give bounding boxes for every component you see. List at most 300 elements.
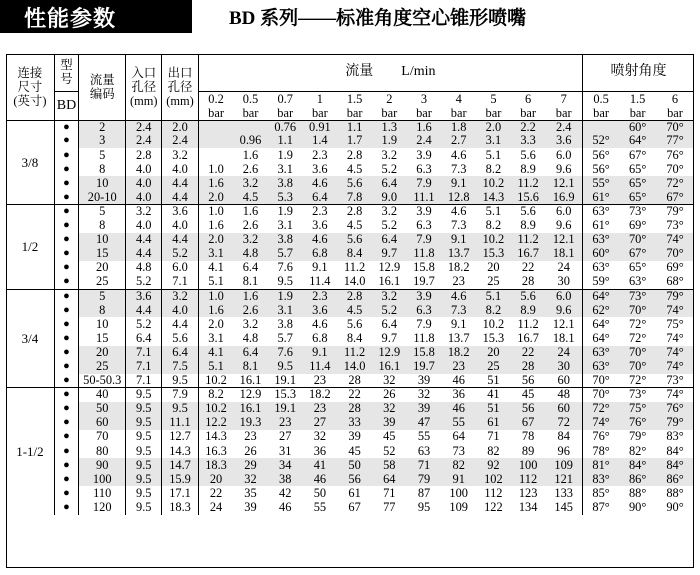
- flow-cell: 4.5: [346, 218, 363, 232]
- flow-cell: 3.1: [277, 162, 293, 176]
- flow-cell: 18.2: [303, 388, 338, 402]
- header-inlet-line: 入口: [131, 65, 157, 80]
- inlet-cell: 4.8: [126, 261, 162, 275]
- flow-cell: 29: [233, 458, 268, 472]
- table-row: [6, 416, 694, 430]
- flow-cell: 9.7: [372, 247, 407, 261]
- header-pressure: [511, 91, 546, 120]
- flow-cell: 1.9: [372, 134, 407, 148]
- flow-cell: 9.5: [277, 275, 293, 289]
- flow-cell: 100: [449, 486, 468, 500]
- flow-code-cell: 5: [79, 289, 126, 303]
- angle-pressure-value: 6: [671, 91, 679, 106]
- flow-cell: 11.4: [303, 360, 338, 374]
- angle-cell: 70°: [619, 303, 656, 317]
- angle-cell: 72°: [628, 317, 647, 331]
- angle-cell: 70°: [582, 388, 619, 402]
- inlet-cell: 9.5: [126, 388, 162, 402]
- inlet-cell: 4.4: [126, 247, 162, 261]
- flow-cell: 77: [383, 500, 396, 514]
- angle-cell: 63°: [628, 275, 647, 289]
- flow-cell: 16.7: [517, 331, 539, 345]
- flow-cell: 78: [521, 430, 535, 444]
- angle-cell: 88°: [628, 486, 647, 500]
- angle-cell: 82°: [628, 444, 647, 458]
- flow-code-cell: 15: [79, 331, 126, 345]
- flow-cell: 60: [545, 402, 582, 416]
- inlet-cell: 4.0: [126, 162, 162, 176]
- angle-cell: 64°: [619, 134, 656, 148]
- model-bullet: ●: [54, 374, 78, 388]
- flow-cell: 2.0: [198, 190, 233, 204]
- angle-cell: 63°: [582, 346, 619, 360]
- flow-cell: 13.7: [447, 331, 470, 345]
- flow-cell: 2.0: [476, 120, 511, 134]
- pressure-unit: bar: [667, 105, 683, 120]
- angle-cell: 85°: [592, 486, 610, 500]
- flow-cell: 45: [383, 430, 396, 444]
- table-row: [6, 317, 694, 331]
- section-tab-label: 性能参数: [24, 7, 117, 32]
- flow-cell: 6.3: [407, 303, 442, 317]
- outlet-cell: 18.3: [162, 501, 199, 515]
- angle-cell: 64°: [582, 289, 619, 303]
- angle-cell: 73°: [666, 373, 684, 387]
- flow-cell: 5.1: [198, 360, 233, 374]
- flow-cell: 18.1: [545, 247, 582, 261]
- inlet-cell: 5.2: [126, 317, 162, 331]
- inlet-cell: 4.4: [126, 303, 162, 317]
- flow-cell: 31: [279, 444, 292, 458]
- table-row: [6, 134, 694, 148]
- flow-code-cell: 80: [79, 444, 126, 458]
- table-row: [6, 247, 694, 261]
- flow-cell: 63: [417, 444, 431, 458]
- outlet-cell: 2.4: [162, 134, 199, 148]
- flow-cell: 3.1: [268, 303, 303, 317]
- flow-cell: 133: [545, 486, 582, 500]
- flow-cell: 39: [348, 430, 361, 444]
- model-bullet: ●: [54, 360, 78, 374]
- pressure-unit: bar: [555, 105, 572, 120]
- flow-cell: 16.1: [233, 402, 268, 416]
- flow-cell: 45: [348, 444, 361, 458]
- angle-cell: 70°: [666, 162, 684, 176]
- pressure-unit: bar: [629, 105, 646, 120]
- model-bullet: ●: [54, 317, 78, 331]
- flow-cell: 4.1: [208, 260, 224, 275]
- angle-cell: 74°: [656, 233, 694, 247]
- flow-cell: 1.0: [208, 162, 224, 176]
- flow-cell: 55: [441, 416, 476, 430]
- angle-cell: 73°: [619, 388, 656, 402]
- flow-cell: 32: [372, 402, 407, 416]
- pressure-value: 6: [525, 91, 532, 106]
- flow-cell: 3.1: [277, 218, 293, 232]
- inlet-cell: 9.5: [126, 444, 162, 458]
- table-row: [6, 444, 694, 458]
- flow-cell: 46: [452, 373, 465, 387]
- flow-cell: 3.8: [268, 176, 303, 190]
- flow-cell: 1.6: [198, 303, 233, 317]
- flow-cell: 12.1: [545, 317, 582, 331]
- flow-cell: 3.6: [312, 162, 328, 176]
- flow-cell: 11.2: [337, 346, 372, 360]
- inlet-cell: 9.5: [126, 402, 162, 416]
- angle-cell: 63°: [582, 233, 619, 247]
- flow-cell: 67: [511, 416, 546, 430]
- flow-code-cell: 5: [79, 148, 126, 162]
- flow-cell: 9.1: [441, 233, 476, 247]
- flow-cell: 4.5: [337, 303, 372, 317]
- inlet-cell: 5.2: [126, 275, 162, 289]
- flow-cell: 45: [511, 388, 546, 402]
- flow-cell: 8.2: [485, 162, 502, 176]
- flow-cell: 23: [441, 360, 476, 374]
- angle-cell: 84°: [666, 444, 684, 458]
- spec-table: [6, 54, 694, 515]
- flow-code-cell: 60: [79, 416, 126, 430]
- pressure-value: 0.7: [277, 91, 293, 106]
- table-row: [6, 388, 694, 402]
- angle-cell: 65°: [619, 190, 656, 204]
- flow-cell: 9.1: [450, 317, 467, 331]
- flow-cell: 6.4: [233, 346, 268, 360]
- flow-cell: 22: [337, 388, 372, 402]
- flow-cell: 24: [545, 346, 582, 360]
- header-angle-pressure: [656, 91, 694, 120]
- angle-cell: 76°: [656, 402, 694, 416]
- flow-cell: 15.3: [476, 247, 511, 261]
- flow-cell: 14.0: [337, 360, 372, 374]
- angle-cell: 70°: [619, 233, 656, 247]
- flow-cell: 16.1: [239, 373, 262, 387]
- angle-pressure-value: 0.5: [593, 91, 609, 106]
- flow-cell: 3.8: [277, 317, 293, 331]
- flow-cell: 121: [545, 472, 582, 486]
- angle-cell: 73°: [619, 289, 656, 303]
- table-row: [6, 331, 694, 345]
- flow-cell: 109: [449, 500, 468, 514]
- pressure-unit: bar: [485, 105, 502, 120]
- table-row: [6, 176, 694, 190]
- angle-cell: 74°: [656, 388, 694, 402]
- pressure-unit: bar: [520, 105, 537, 120]
- outlet-cell: 5.6: [162, 331, 199, 345]
- flow-cell: 15.8: [407, 346, 442, 360]
- flow-code-cell: 10: [79, 233, 126, 247]
- angle-cell: 72°: [628, 331, 647, 345]
- flow-cell: 28: [521, 275, 535, 289]
- flow-code-cell: 8: [79, 219, 126, 233]
- outlet-cell: 4.0: [162, 219, 199, 233]
- flow-cell: 3.3: [511, 134, 546, 148]
- flow-cell: 22: [511, 346, 546, 360]
- flow-cell: 20: [476, 346, 511, 360]
- flow-cell: 61: [476, 416, 511, 430]
- flow-cell: 13.7: [441, 247, 476, 261]
- flow-cell: 19.1: [268, 402, 303, 416]
- angle-cell: 79°: [656, 416, 694, 430]
- outlet-cell: 15.9: [162, 472, 199, 486]
- header-pressure: [233, 91, 268, 120]
- table-row: [6, 303, 694, 317]
- flow-cell: 71: [407, 458, 442, 472]
- outlet-cell: 11.1: [162, 416, 199, 430]
- model-bullet: ●: [54, 402, 78, 416]
- flow-cell: 1.6: [233, 289, 268, 303]
- model-bullet: ●: [54, 261, 78, 275]
- header-conn-line: 尺寸: [17, 79, 43, 94]
- outlet-cell: 2.0: [162, 120, 199, 134]
- flow-cell: 12.9: [372, 346, 407, 360]
- flow-cell: 4.1: [198, 346, 233, 360]
- header-flow-code-line: 编码: [89, 86, 115, 101]
- flow-cell: 2.6: [242, 162, 259, 176]
- model-bullet: ●: [54, 458, 78, 472]
- outlet-cell: 7.9: [162, 388, 199, 402]
- flow-code-cell: 100: [79, 472, 126, 486]
- header-outlet: [162, 54, 199, 120]
- flow-cell: 61: [348, 486, 361, 500]
- conn-size-cell: 3/8: [6, 120, 54, 205]
- flow-cell: 7.6: [277, 260, 293, 275]
- flow-cell: 3.2: [381, 148, 398, 162]
- angle-cell: 74°: [582, 416, 619, 430]
- model-bullet: ●: [54, 233, 78, 247]
- flow-cell: 52: [383, 444, 396, 458]
- flow-cell: 4.6: [441, 205, 476, 219]
- angle-cell: 74°: [656, 346, 694, 360]
- angle-cell: 74°: [666, 331, 684, 345]
- pressure-unit: bar: [311, 105, 328, 120]
- header-model-code: BD: [54, 91, 78, 120]
- flow-cell: 1.9: [277, 148, 293, 162]
- flow-cell: 6.4: [372, 233, 407, 247]
- flow-cell: 3.6: [303, 303, 338, 317]
- flow-cell: 7.9: [407, 176, 442, 190]
- page-title: BD 系列——标准角度空心锥形喷嘴: [229, 8, 527, 29]
- angle-cell: 90°: [666, 500, 684, 514]
- inlet-cell: 9.5: [126, 430, 162, 444]
- flow-cell: 6.0: [545, 205, 582, 219]
- flow-cell: 27: [303, 416, 338, 430]
- flow-code-cell: 110: [79, 486, 126, 500]
- flow-cell: 3.2: [372, 289, 407, 303]
- flow-code-cell: 50: [79, 402, 126, 416]
- flow-cell: 4.5: [346, 162, 363, 176]
- flow-cell: 47: [407, 416, 442, 430]
- flow-code-cell: 50-50.3: [79, 374, 126, 388]
- angle-cell: 87°: [592, 500, 610, 514]
- flow-cell: 5.6: [337, 176, 372, 190]
- angle-cell: 63°: [582, 360, 619, 374]
- flow-cell: 5.6: [337, 233, 372, 247]
- header-angle-title: 喷射角度: [582, 54, 694, 91]
- flow-cell: 2.0: [208, 317, 224, 331]
- table-row: [6, 430, 694, 444]
- flow-cell: 46: [303, 472, 338, 486]
- flow-cell: 8.4: [346, 331, 363, 345]
- flow-cell: 72: [545, 416, 582, 430]
- model-bullet: ●: [54, 176, 78, 190]
- header-angle-pressure: [619, 91, 656, 120]
- angle-cell: 63°: [592, 260, 610, 275]
- flow-cell: 0.91: [303, 120, 338, 134]
- flow-cell: 7.3: [450, 162, 467, 176]
- flow-cell: 5.6: [511, 205, 546, 219]
- angle-cell: 75°: [619, 402, 656, 416]
- angle-pressure-value: 1.5: [629, 91, 646, 106]
- flow-cell: 5.1: [476, 205, 511, 219]
- flow-cell: 4.6: [450, 148, 467, 162]
- flow-cell: 48: [545, 388, 582, 402]
- flow-code-cell: 20: [79, 346, 126, 360]
- model-bullet: ●: [54, 303, 78, 317]
- header-angle-pressure: [582, 91, 619, 120]
- flow-cell: 11.2: [511, 233, 546, 247]
- flow-cell: 2.6: [233, 303, 268, 317]
- header-model-line: 号: [60, 72, 73, 87]
- flow-cell: 6.3: [416, 162, 432, 176]
- flow-cell: 55: [417, 430, 431, 444]
- header-outlet-line: (mm): [166, 93, 194, 108]
- angle-cell: [582, 120, 619, 134]
- flow-cell: 33: [337, 416, 372, 430]
- flow-cell: 112: [484, 486, 503, 500]
- table-row: [6, 205, 694, 219]
- inlet-cell: 9.5: [126, 458, 162, 472]
- angle-cell: 60°: [582, 247, 619, 261]
- conn-size-cell: 1-1/2: [6, 388, 54, 515]
- flow-cell: 9.1: [441, 176, 476, 190]
- angle-cell: 83°: [582, 472, 619, 486]
- flow-cell: 55: [313, 500, 327, 514]
- flow-cell: 19.7: [413, 275, 435, 289]
- flow-cell: 67: [348, 500, 361, 514]
- header-pressure: [303, 91, 338, 120]
- flow-cell: 3.2: [242, 317, 259, 331]
- flow-cell: 11.1: [407, 190, 442, 204]
- flow-cell: 87: [417, 486, 431, 500]
- flow-cell: 51: [476, 402, 511, 416]
- flow-cell: 15.6: [511, 190, 546, 204]
- flow-cell: 32: [407, 388, 442, 402]
- flow-code-cell: 3: [79, 134, 126, 148]
- angle-cell: 61°: [582, 190, 619, 204]
- flow-cell: 5.3: [268, 190, 303, 204]
- flow-cell: 25: [476, 360, 511, 374]
- header-pressure: [337, 91, 372, 120]
- header-pressure: [268, 91, 303, 120]
- flow-cell: 1.1: [268, 134, 303, 148]
- flow-cell: 26: [244, 444, 257, 458]
- flow-cell: 51: [487, 373, 500, 387]
- flow-cell: 100: [511, 458, 546, 472]
- flow-cell: 19.7: [407, 360, 442, 374]
- outlet-cell: 5.2: [162, 247, 199, 261]
- flow-cell: 4.8: [242, 331, 259, 345]
- outlet-cell: 4.4: [162, 176, 199, 190]
- flow-cell: 26: [372, 388, 407, 402]
- flow-cell: 0.96: [233, 134, 268, 148]
- outlet-cell: 3.6: [162, 205, 199, 219]
- angle-cell: 86°: [656, 472, 694, 486]
- outlet-cell: 7.1: [162, 275, 199, 289]
- angle-cell: 84°: [656, 458, 694, 472]
- model-bullet: ●: [54, 134, 78, 148]
- flow-cell: 19.3: [233, 416, 268, 430]
- flow-cell: 134: [518, 500, 538, 514]
- flow-cell: 8.2: [485, 218, 502, 232]
- flow-cell: 39: [372, 416, 407, 430]
- flow-cell: 42: [279, 486, 292, 500]
- angle-cell: 64°: [592, 317, 610, 331]
- angle-cell: 74°: [656, 303, 694, 317]
- flow-cell: 7.8: [337, 190, 372, 204]
- flow-cell: [198, 120, 233, 134]
- flow-cell: 8.1: [233, 360, 268, 374]
- flow-cell: 56: [337, 472, 372, 486]
- flow-cell: 8.9: [520, 218, 536, 232]
- flow-cell: 58: [372, 458, 407, 472]
- table-row: [6, 458, 694, 472]
- flow-cell: 3.2: [233, 233, 268, 247]
- flow-cell: 9.1: [303, 346, 338, 360]
- flow-cell: 0.76: [268, 120, 303, 134]
- angle-cell: 65°: [628, 162, 647, 176]
- flow-code-cell: 25: [79, 275, 126, 289]
- header-inlet-line: (mm): [130, 93, 158, 108]
- angle-cell: 79°: [656, 205, 694, 219]
- flow-cell: 6.8: [303, 247, 338, 261]
- flow-cell: 9.6: [545, 219, 582, 233]
- flow-cell: 8.9: [520, 162, 536, 176]
- header-pressure: [198, 91, 233, 120]
- header-flow-code: [79, 54, 126, 120]
- flow-cell: 41: [476, 388, 511, 402]
- flow-cell: 18.1: [545, 331, 582, 345]
- flow-code-cell: 10: [79, 176, 126, 190]
- outlet-cell: 4.4: [162, 317, 199, 331]
- angle-cell: 81°: [582, 458, 619, 472]
- flow-cell: 50: [337, 458, 372, 472]
- header-pressure: [441, 91, 476, 120]
- flow-cell: 36: [313, 444, 327, 458]
- flow-cell: 4.8: [233, 247, 268, 261]
- flow-cell: 39: [417, 373, 431, 387]
- inlet-cell: 3.6: [126, 289, 162, 303]
- flow-cell: 30: [545, 275, 582, 289]
- flow-cell: [198, 134, 233, 148]
- flow-cell: 91: [441, 472, 476, 486]
- flow-cell: 56: [511, 402, 546, 416]
- flow-cell: 4.5: [233, 190, 268, 204]
- angle-cell: 76°: [619, 416, 656, 430]
- flow-cell: 123: [518, 486, 538, 500]
- flow-cell: 3.8: [268, 233, 303, 247]
- flow-cell: 2.8: [337, 205, 372, 219]
- flow-cell: 7.9: [416, 317, 432, 331]
- flow-cell: 34: [268, 458, 303, 472]
- angle-cell: 79°: [656, 289, 694, 303]
- pressure-value: 1: [316, 91, 323, 106]
- angle-cell: 68°: [666, 275, 684, 289]
- angle-cell: 72°: [582, 402, 619, 416]
- flow-cell: 23: [313, 373, 327, 387]
- inlet-cell: 4.4: [126, 233, 162, 247]
- table-row: [6, 501, 694, 515]
